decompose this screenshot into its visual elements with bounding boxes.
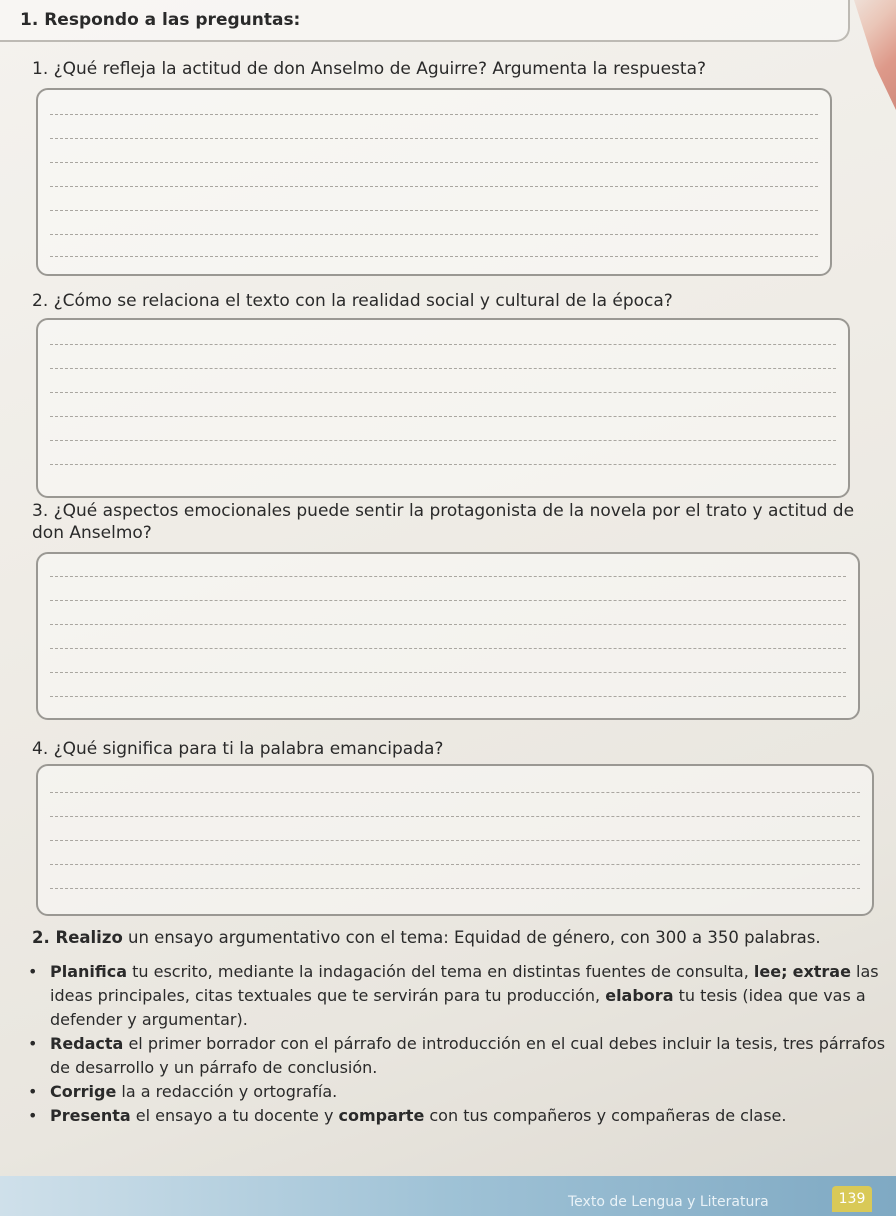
answer-line	[50, 114, 818, 115]
step-verb: Corrige	[50, 1082, 117, 1101]
answer-line	[50, 392, 836, 393]
answer-line	[50, 344, 836, 345]
answer-line	[50, 840, 860, 841]
answer-line	[50, 600, 846, 601]
step-plan	[20, 960, 890, 1032]
answer-line	[50, 888, 860, 889]
question-2: 2. ¿Cómo se relaciona el texto con la realidad social y cultural de la época?	[32, 291, 673, 311]
question-1: 1. ¿Qué refleja la actitud de don Anselmo de Aguirre? Argumenta la respuesta?	[32, 59, 707, 79]
answer-box-2[interactable]	[36, 318, 850, 498]
step-text: tu escrito, mediante la indagación del tema en distintas fuentes de consulta,	[127, 962, 754, 981]
book-title: Texto de Lengua y Literatura	[568, 1194, 769, 1210]
footer-bar	[0, 1176, 896, 1216]
answer-line	[50, 416, 836, 417]
answer-line	[50, 816, 860, 817]
answer-line	[50, 368, 836, 369]
step-text: la a redacción y ortografía.	[116, 1082, 338, 1101]
task-instruction	[32, 928, 887, 947]
answer-line	[50, 648, 846, 649]
step-draft	[20, 1032, 890, 1080]
question-3: 3. ¿Qué aspectos emocionales puede sentir la protagonista de la novela por el trato y actitud de don Anselmo?	[32, 501, 855, 543]
answer-box-4[interactable]	[36, 764, 874, 916]
answer-line	[50, 186, 818, 187]
answer-line	[50, 624, 846, 625]
answer-line	[50, 864, 860, 865]
task-lead: 2. Realizo	[32, 928, 123, 947]
answer-line	[50, 234, 818, 235]
step-text: el primer borrador con el párrafo de introducción en el cual debes incluir la tesis, tres párrafos de desarrollo y un párrafo de conclusión.	[50, 1034, 886, 1077]
answer-line	[50, 576, 846, 577]
page-number: 139	[832, 1186, 872, 1212]
answer-line	[50, 162, 818, 163]
header-box	[0, 0, 850, 42]
step-verb: lee;	[753, 962, 788, 981]
answer-line	[50, 672, 846, 673]
step-verb: comparte	[338, 1106, 425, 1125]
task-text: un ensayo argumentativo con el tema: Equidad de género, con 300 a 350 palabras.	[122, 928, 821, 947]
step-text: con tus compañeros y compañeras de clase.	[424, 1106, 787, 1125]
answer-box-1[interactable]	[36, 88, 832, 276]
step-text: tu tesis (idea que vas a defender y argumentar).	[50, 986, 866, 1029]
step-text: las ideas principales, citas textuales que te servirán para tu producción,	[50, 962, 879, 1005]
answer-line	[50, 138, 818, 139]
step-verb: elabora	[605, 986, 674, 1005]
task-steps	[20, 960, 890, 1128]
answer-line	[50, 696, 846, 697]
step-verb: Redacta	[50, 1034, 124, 1053]
answer-line	[50, 210, 818, 211]
answer-line	[50, 792, 860, 793]
step-correct	[20, 1080, 890, 1104]
step-verb: extrae	[792, 962, 851, 981]
answer-box-3[interactable]	[36, 552, 860, 720]
question-4: 4. ¿Qué significa para ti la palabra emancipada?	[32, 739, 444, 759]
step-present	[20, 1104, 890, 1128]
answer-line	[50, 440, 836, 441]
answer-line	[50, 464, 836, 465]
step-text: el ensayo a tu docente y	[130, 1106, 339, 1125]
step-verb: Presenta	[50, 1106, 131, 1125]
answer-line	[50, 256, 818, 257]
step-verb: Planifica	[50, 962, 128, 981]
section-title: 1. Respondo a las preguntas:	[20, 10, 301, 30]
